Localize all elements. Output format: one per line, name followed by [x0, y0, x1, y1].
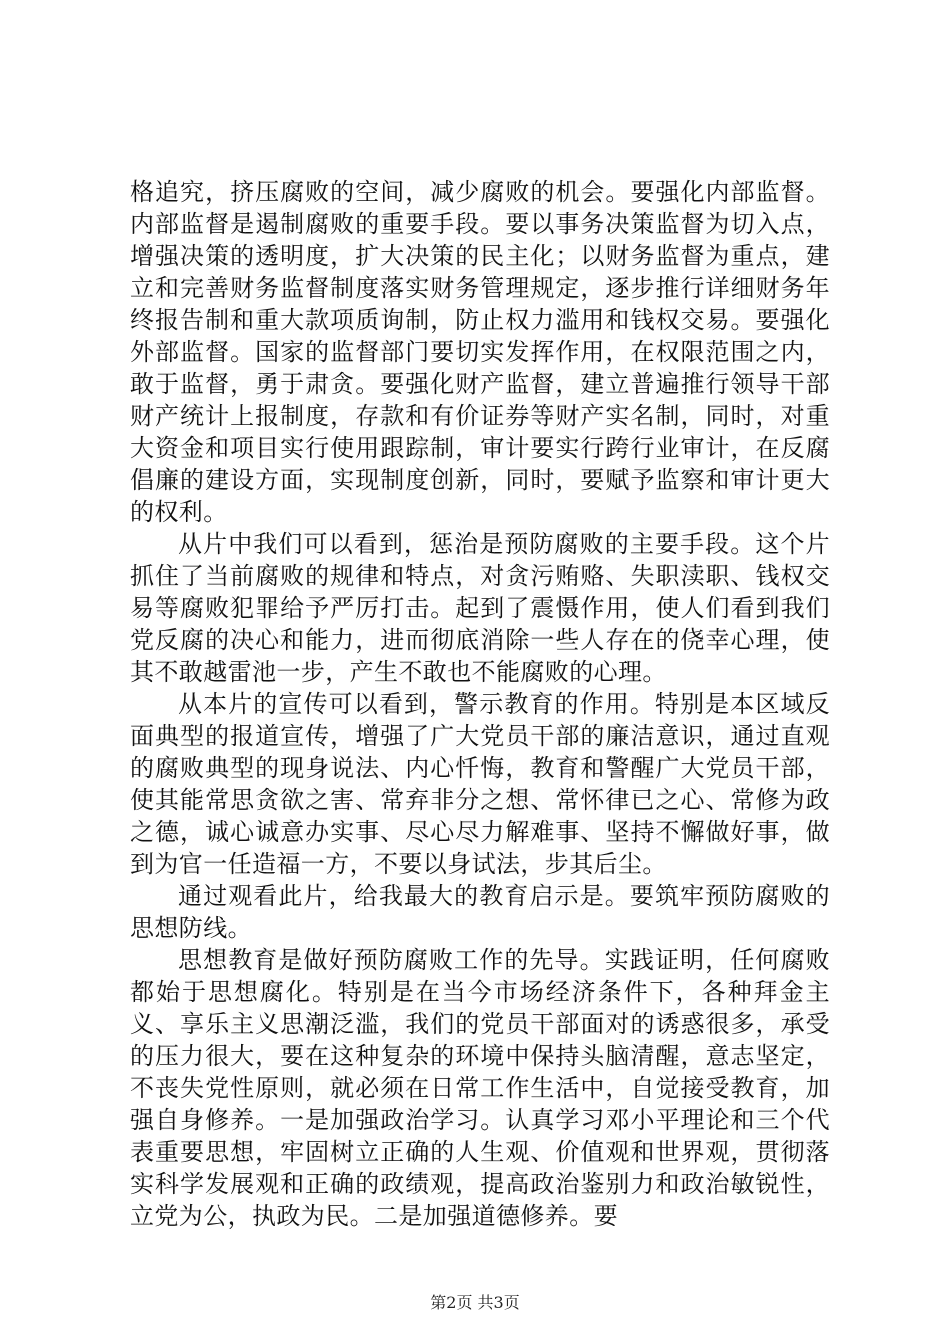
paragraph-5: 思想教育是做好预防腐败工作的先导。实践证明，任何腐败都始于思想腐化。特别是在当今市场经济条件下，各种拜金主义、享乐主义思潮泛滥，我们的党员干部面对的诱惑很多，承受的压力很大，要在这种复杂的环境中保持头脑清醒，意志坚定，不丧失党性原则，就必须在日常工作生活中，自觉接受教育，加强自身修养。一是加强政治学习。认真学习邓小平理论和三个代表重要思想，牢固树立正确的人生观、价值观和世界观，贯彻落实科学发展观和正确的政绩观，提高政治鉴别力和政治敏锐性，立党为公，执政为民。二是加强道德修养。要 — [130, 946, 830, 1230]
paragraph-3: 从本片的宣传可以看到，警示教育的作用。特别是本区域反面典型的报道宣传，增强了广大党员干部的廉洁意识，通过直观的腐败典型的现身说法、内心忏悔，教育和警醒广大党员干部，使其能常思贪欲之害、常弃非分之想、常怀律已之心、常修为政之德，诚心诚意办实事、尽心尽力解难事、坚持不懈做好事，做到为官一任造福一方，不要以身试法，步其后尘。 — [130, 690, 830, 878]
page-number-footer: 第2页 共3页 — [430, 1293, 520, 1312]
paragraph-1: 格追究，挤压腐败的空间，减少腐败的机会。要强化内部监督。内部监督是遏制腐败的重要手段。要以事务决策监督为切入点，增强决策的透明度，扩大决策的民主化；以财务监督为重点，建立和完善财务监督制度落实财务管理规定，逐步推行详细财务年终报告制和重大款项质询制，防止权力滥用和钱权交易。要强化外部监督。国家的监督部门要切实发挥作用，在权限范围之内，敢于监督，勇于肃贪。要强化财产监督，建立普遍推行领导干部财产统计上报制度，存款和有价证券等财产实名制，同时，对重大资金和项目实行使用跟踪制，审计要实行跨行业审计，在反腐倡廉的建设方面，实现制度创新，同时，要赋予监察和审计更大的权利。 — [130, 178, 830, 526]
paragraph-2: 从片中我们可以看到，惩治是预防腐败的主要手段。这个片抓住了当前腐败的规律和特点，对贪污贿赂、失职渎职、钱权交易等腐败犯罪给予严厉打击。起到了震慑作用，使人们看到我们党反腐的决心和能力，进而彻底消除一些人存在的侥幸心理，使其不敢越雷池一步，产生不敢也不能腐败的心理。 — [130, 530, 830, 686]
paragraph-4: 通过观看此片，给我最大的教育启示是。要筑牢预防腐败的思想防线。 — [130, 882, 830, 942]
document-body — [130, 176, 830, 1232]
